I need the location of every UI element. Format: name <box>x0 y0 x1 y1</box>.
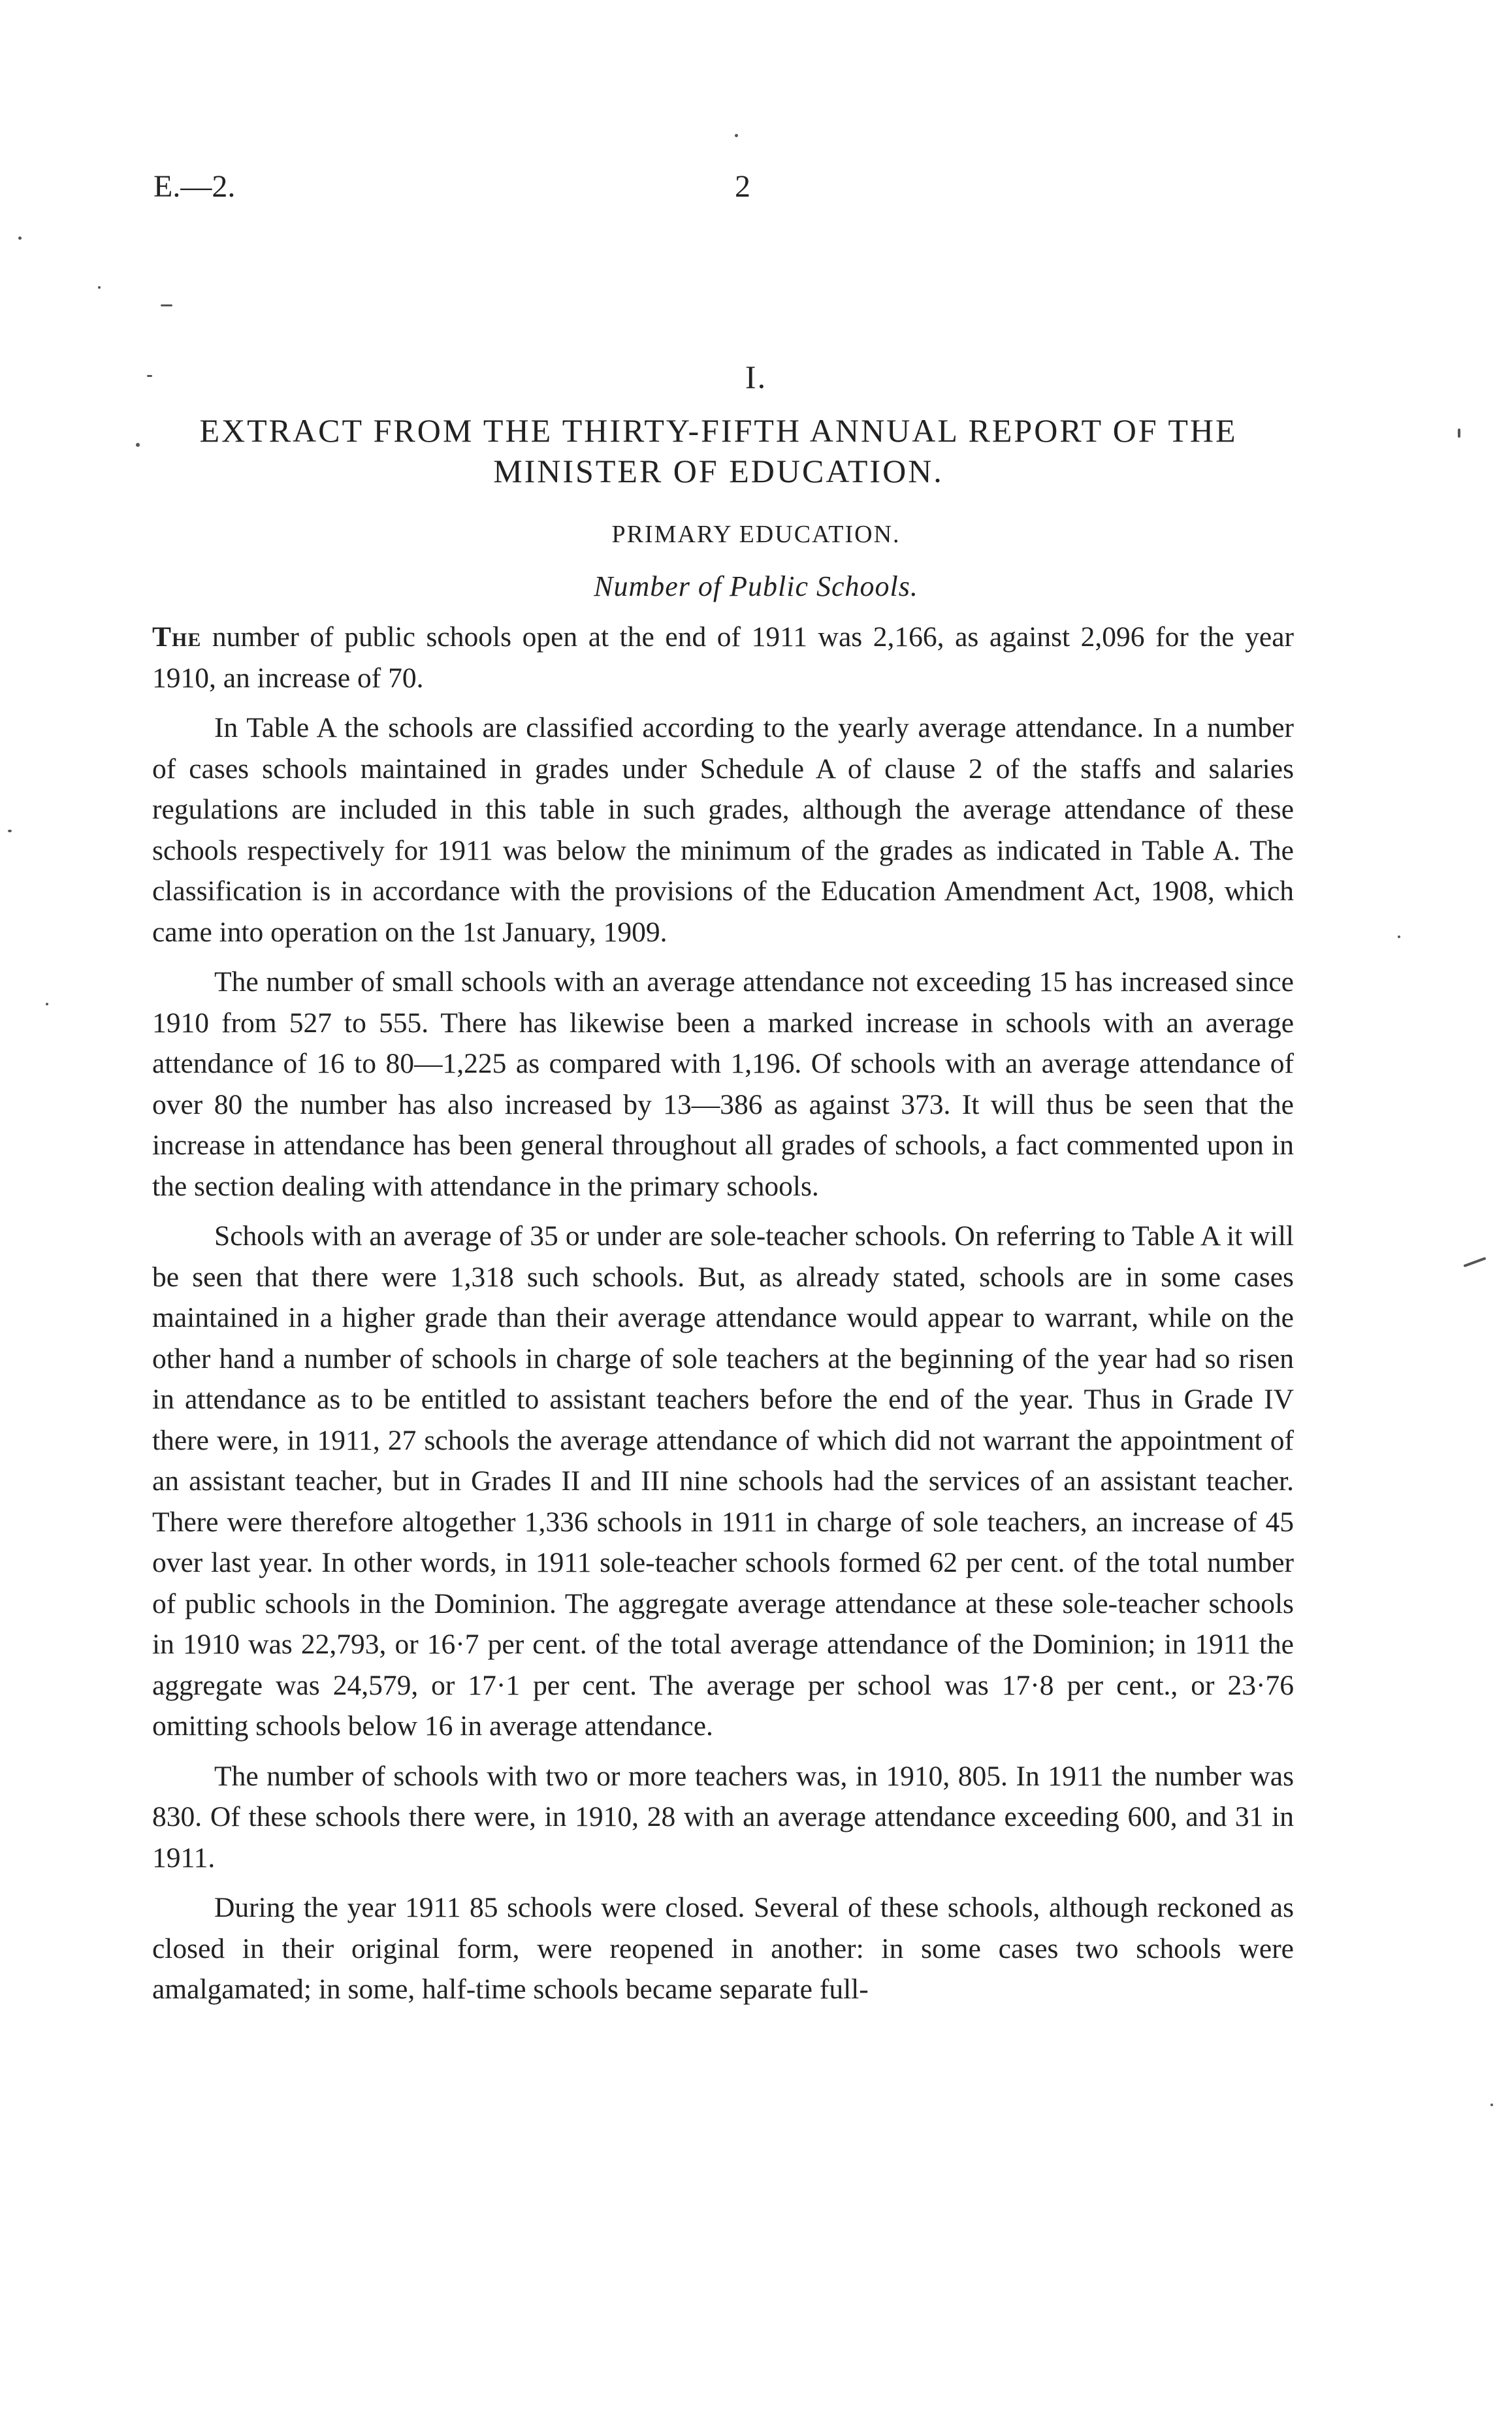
scan-speck <box>98 286 101 289</box>
scan-speck <box>8 830 12 832</box>
paragraph-1 <box>152 617 1294 698</box>
scan-speck <box>1463 1257 1486 1267</box>
scan-speck <box>1458 429 1460 438</box>
scan-speck <box>161 304 172 306</box>
body-text <box>152 617 1294 2019</box>
document-reference: E.—2. <box>153 169 236 204</box>
subheading: Number of Public Schools. <box>594 570 918 602</box>
paragraph-lead-word: The <box>152 621 202 653</box>
paragraph-3: The number of small schools with an average attendance not exceeding 15 has increased since 1910 from 527 to 555. There has likewise been a marked increase in schools with an average attendance of 16 to 80—1,225 as compared with 1,196. Of schools with an average attendance of over 80 the number has also increased by 13—386 as against 373. It will thus be seen that the increase in attendance has been general throughout all grades of schools, a fact commented upon in the section dealing with attendance in the primary schools. <box>152 966 1294 1202</box>
scan-speck <box>147 375 152 377</box>
paragraph-5: The number of schools with two or more teachers was, in 1910, 805. In 1911 the number was 830. Of these schools there were, in 1910, 28 with an average attendance exceeding 600, and 31 in 1911. <box>152 1760 1294 1874</box>
scan-speck <box>46 1003 48 1005</box>
paragraph-4: Schools with an average of 35 or under are sole-teacher schools. On referring to Table A it will be seen that there were 1,318 such schools. But, as already stated, schools are in some cases maintained in a higher grade than their average attendance would appear to warrant, while on the other hand a number of schools in charge of sole teachers at the beginning of the year had so risen in attendance as to be entitled to assistant teachers before the end of the year. Thus in Grade IV there were, in 1911, 27 schools the average attendance of which did not warrant the appointment of an assistant teacher, but in Grades II and III nine schools had the services of an assistant teacher. There were therefore altogether 1,336 schools in 1911 in charge of sole teachers, an increase of 45 over last year. In other words, in 1911 sole-teacher schools formed 62 per cent. of the total number of public schools in the Dominion. The aggregate average attendance at these sole-teacher schools in 1910 was 22,793, or 16·7 per cent. of the total average attendance of the Dominion; in 1911 the aggregate was 24,579, or 17·1 per cent. The average per school was 17·8 per cent., or 23·76 omitting schools below 16 in average attendance. <box>152 1220 1294 1742</box>
scan-speck <box>1490 2104 1493 2106</box>
report-title: EXTRACT FROM THE THIRTY-FIFTH ANNUAL REPORT OF THE MINISTER OF EDUCATION. <box>199 412 1238 489</box>
section-heading: PRIMARY EDUCATION. <box>611 521 901 548</box>
running-head <box>153 169 1296 208</box>
scan-speck <box>1398 935 1400 938</box>
paragraph-6: During the year 1911 85 schools were closed. Several of these schools, although reckoned as closed in their original form, were reopened in another: in some cases two schools were amalgamated; in some, half-time schools became separate full- <box>152 1892 1294 2005</box>
paragraph-2: In Table A the schools are classified according to the yearly average attendance. In a number of cases schools maintained in grades under Schedule A of clause 2 of the staffs and salaries regulations are included in this table in such grades, although the average attendance of these schools respectively for 1911 was below the minimum of the grades as indicated in Table A. The classification is in accordance with the provisions of the Education Amendment Act, 1908, which came into operation on the 1st January, 1909. <box>152 712 1294 948</box>
scan-speck <box>136 443 140 447</box>
scan-speck <box>18 236 22 240</box>
section-numeral: I. <box>745 359 767 395</box>
paragraph-1-text: number of public schools open at the end of 1911 was 2,166, as against 2,096 for the year 1910, an increase of 70. <box>152 621 1294 694</box>
page-number: 2 <box>735 169 750 204</box>
scan-speck <box>735 134 738 137</box>
